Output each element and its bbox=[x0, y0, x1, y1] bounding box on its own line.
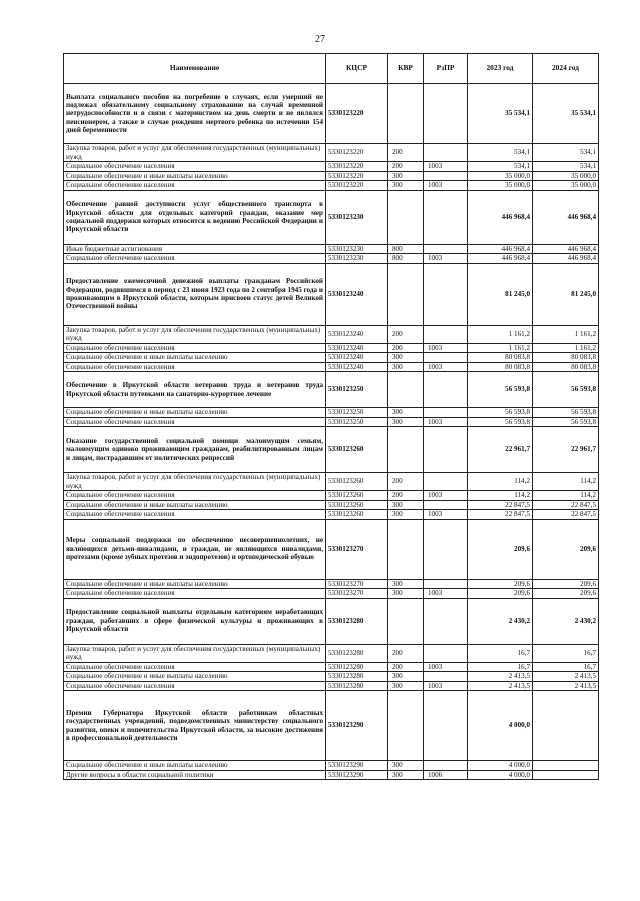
row-rzpr-cell bbox=[424, 473, 468, 491]
row-2023-cell: 4 000,0 bbox=[468, 691, 533, 761]
row-2024-cell bbox=[533, 770, 599, 780]
table-row bbox=[64, 473, 599, 491]
row-2024-cell: 209,6 bbox=[533, 589, 599, 599]
row-name-cell: Социальное обеспечение населения bbox=[64, 510, 326, 520]
row-kcsr-cell: 5330123290 bbox=[326, 761, 388, 771]
column-header-kvr: КВР bbox=[388, 54, 424, 84]
row-kvr-cell bbox=[388, 691, 424, 761]
row-2023-cell: 81 245,0 bbox=[468, 263, 533, 325]
row-rzpr-cell bbox=[424, 519, 468, 579]
row-2023-cell: 446 968,4 bbox=[468, 254, 533, 264]
row-name-cell: Социальное обеспечение населения bbox=[64, 181, 326, 191]
row-kvr-cell: 300 bbox=[388, 353, 424, 363]
row-2023-cell: 1 161,2 bbox=[468, 343, 533, 353]
row-kcsr-cell: 5330123240 bbox=[326, 263, 388, 325]
row-kvr-cell bbox=[388, 598, 424, 644]
column-header-rzpr: РзПР bbox=[424, 54, 468, 84]
table-row bbox=[64, 408, 599, 418]
row-2023-cell: 22 847,5 bbox=[468, 500, 533, 510]
row-rzpr-cell bbox=[424, 190, 468, 244]
row-name-cell: Закупка товаров, работ и услуг для обеспечения государственных (муниципальных) нужд bbox=[64, 144, 326, 162]
page-number: 27 bbox=[315, 34, 325, 45]
row-kvr-cell: 200 bbox=[388, 343, 424, 353]
row-2024-cell: 56 593,8 bbox=[533, 408, 599, 418]
row-kcsr-cell: 5330123230 bbox=[326, 190, 388, 244]
table-row bbox=[64, 417, 599, 427]
row-name-cell: Социальное обеспечение населения bbox=[64, 254, 326, 264]
row-2023-cell: 4 000,0 bbox=[468, 761, 533, 771]
row-2024-cell: 446 968,4 bbox=[533, 244, 599, 254]
row-name-cell: Предоставление социальной выплаты отдельным категориям неработающих граждан, работавших в сфере физической культуры и проживающих в Иркутской области bbox=[64, 598, 326, 644]
row-name-cell: Социальное обеспечение населения bbox=[64, 491, 326, 501]
row-kvr-cell bbox=[388, 84, 424, 144]
row-name-cell: Социальное обеспечение и иные выплаты населению bbox=[64, 500, 326, 510]
row-kcsr-cell: 5330123270 bbox=[326, 579, 388, 589]
row-name-cell: Социальное обеспечение и иные выплаты населению bbox=[64, 579, 326, 589]
row-kvr-cell: 800 bbox=[388, 254, 424, 264]
row-2024-cell: 22 847,5 bbox=[533, 500, 599, 510]
row-kvr-cell bbox=[388, 372, 424, 408]
row-2023-cell: 56 593,8 bbox=[468, 417, 533, 427]
row-kvr-cell bbox=[388, 190, 424, 244]
row-kvr-cell: 200 bbox=[388, 473, 424, 491]
row-kcsr-cell: 5330123280 bbox=[326, 662, 388, 672]
row-kcsr-cell: 5330123260 bbox=[326, 427, 388, 473]
row-kcsr-cell: 5330123290 bbox=[326, 770, 388, 780]
row-2024-cell: 114,2 bbox=[533, 473, 599, 491]
row-rzpr-cell bbox=[424, 244, 468, 254]
row-kvr-cell: 300 bbox=[388, 761, 424, 771]
row-rzpr-cell bbox=[424, 644, 468, 662]
row-rzpr-cell: 1003 bbox=[424, 254, 468, 264]
table-row bbox=[64, 162, 599, 172]
row-2024-cell: 56 593,8 bbox=[533, 372, 599, 408]
row-rzpr-cell: 1003 bbox=[424, 343, 468, 353]
row-2023-cell: 534,1 bbox=[468, 162, 533, 172]
row-kcsr-cell: 5330123230 bbox=[326, 254, 388, 264]
row-kvr-cell: 300 bbox=[388, 579, 424, 589]
row-name-cell: Обеспечение равной доступности услуг общественного транспорта в Иркутской области для отдельных категорий граждан, оказание мер социальной поддержки которых относится к ведению Российской Федерации и Иркутской области bbox=[64, 190, 326, 244]
table-header bbox=[64, 54, 599, 84]
row-kvr-cell: 300 bbox=[388, 362, 424, 372]
table-row bbox=[64, 589, 599, 599]
row-rzpr-cell: 1003 bbox=[424, 162, 468, 172]
row-name-cell: Иные бюджетные ассигнования bbox=[64, 244, 326, 254]
table-row bbox=[64, 353, 599, 363]
row-rzpr-cell bbox=[424, 691, 468, 761]
row-kvr-cell: 200 bbox=[388, 144, 424, 162]
row-2024-cell: 35 000,0 bbox=[533, 181, 599, 191]
row-kcsr-cell: 5330123250 bbox=[326, 408, 388, 418]
row-2024-cell: 35 000,0 bbox=[533, 171, 599, 181]
row-2024-cell bbox=[533, 691, 599, 761]
row-kvr-cell: 300 bbox=[388, 672, 424, 682]
row-kcsr-cell: 5330123230 bbox=[326, 244, 388, 254]
table-row bbox=[64, 579, 599, 589]
row-2023-cell: 114,2 bbox=[468, 491, 533, 501]
row-rzpr-cell bbox=[424, 427, 468, 473]
table-row bbox=[64, 662, 599, 672]
row-name-cell: Социальное обеспечение населения bbox=[64, 343, 326, 353]
row-name-cell: Социальное обеспечение и иные выплаты населению bbox=[64, 672, 326, 682]
row-2024-cell: 2 413,5 bbox=[533, 672, 599, 682]
row-2023-cell: 2 413,5 bbox=[468, 672, 533, 682]
row-kvr-cell: 300 bbox=[388, 408, 424, 418]
row-rzpr-cell: 1003 bbox=[424, 662, 468, 672]
row-2024-cell: 209,6 bbox=[533, 579, 599, 589]
row-kcsr-cell: 5330123280 bbox=[326, 598, 388, 644]
row-name-cell: Социальное обеспечение и иные выплаты населению bbox=[64, 408, 326, 418]
row-2024-cell: 2 430,2 bbox=[533, 598, 599, 644]
row-2023-cell: 35 534,1 bbox=[468, 84, 533, 144]
table-row bbox=[64, 681, 599, 691]
row-kcsr-cell: 5330123240 bbox=[326, 325, 388, 343]
row-2024-cell: 534,1 bbox=[533, 144, 599, 162]
row-name-cell: Выплата социального пособия на погребение в случаях, если умерший не подлежал обязательному социальному страхованию на случай временной нетрудоспособности и в связи с материнством на день смерти и не являлся пенсионером, а также в случае рождения мертвого ребенка по истечении 154 дней беременности bbox=[64, 84, 326, 144]
row-kcsr-cell: 5330123240 bbox=[326, 343, 388, 353]
table-row-program bbox=[64, 519, 599, 579]
column-header-2023: 2023 год bbox=[468, 54, 533, 84]
row-kcsr-cell: 5330123220 bbox=[326, 162, 388, 172]
row-2023-cell: 80 083,8 bbox=[468, 353, 533, 363]
row-name-cell: Другие вопросы в области социальной политики bbox=[64, 770, 326, 780]
row-2024-cell: 446 968,4 bbox=[533, 190, 599, 244]
row-rzpr-cell bbox=[424, 263, 468, 325]
row-name-cell: Меры социальной поддержки по обеспечению несовершеннолетних, не являющихся детьми-инвалидами, и граждан, не являющихся инвалидами, протезами (кроме зубных протезов и эндопротезов) и ортопедической обувью bbox=[64, 519, 326, 579]
row-name-cell: Закупка товаров, работ и услуг для обеспечения государственных (муниципальных) нужд bbox=[64, 325, 326, 343]
row-kvr-cell: 200 bbox=[388, 491, 424, 501]
row-kvr-cell: 300 bbox=[388, 171, 424, 181]
row-2023-cell: 209,6 bbox=[468, 579, 533, 589]
row-2023-cell: 2 413,5 bbox=[468, 681, 533, 691]
row-rzpr-cell bbox=[424, 372, 468, 408]
row-2024-cell bbox=[533, 761, 599, 771]
row-2024-cell: 1 161,2 bbox=[533, 325, 599, 343]
row-kvr-cell: 300 bbox=[388, 510, 424, 520]
row-kvr-cell: 800 bbox=[388, 244, 424, 254]
table-row bbox=[64, 770, 599, 780]
row-kcsr-cell: 5330123220 bbox=[326, 171, 388, 181]
row-2024-cell: 16,7 bbox=[533, 644, 599, 662]
row-2024-cell: 80 083,8 bbox=[533, 353, 599, 363]
row-kcsr-cell: 5330123270 bbox=[326, 589, 388, 599]
table-row bbox=[64, 672, 599, 682]
row-name-cell: Закупка товаров, работ и услуг для обеспечения государственных (муниципальных) нужд bbox=[64, 473, 326, 491]
table-row-program bbox=[64, 263, 599, 325]
table-row bbox=[64, 254, 599, 264]
row-2023-cell: 22 961,7 bbox=[468, 427, 533, 473]
table-row-program bbox=[64, 691, 599, 761]
row-kcsr-cell: 5330123270 bbox=[326, 519, 388, 579]
table-row-program bbox=[64, 190, 599, 244]
row-name-cell: Социальное обеспечение населения bbox=[64, 589, 326, 599]
row-kcsr-cell: 5330123220 bbox=[326, 181, 388, 191]
row-kvr-cell: 300 bbox=[388, 181, 424, 191]
row-2023-cell: 209,6 bbox=[468, 589, 533, 599]
table-row bbox=[64, 510, 599, 520]
row-2024-cell: 56 593,8 bbox=[533, 417, 599, 427]
row-2024-cell: 16,7 bbox=[533, 662, 599, 672]
row-name-cell: Социальное обеспечение населения bbox=[64, 362, 326, 372]
row-rzpr-cell: 1003 bbox=[424, 181, 468, 191]
row-2023-cell: 35 000,0 bbox=[468, 181, 533, 191]
table-row bbox=[64, 362, 599, 372]
table-row bbox=[64, 761, 599, 771]
table-row-program bbox=[64, 372, 599, 408]
row-2023-cell: 56 593,8 bbox=[468, 408, 533, 418]
row-2023-cell: 16,7 bbox=[468, 644, 533, 662]
table-row-program bbox=[64, 598, 599, 644]
column-header-kcsr: КЦСР bbox=[326, 54, 388, 84]
table-row-program bbox=[64, 84, 599, 144]
row-2023-cell: 446 968,4 bbox=[468, 190, 533, 244]
row-kcsr-cell: 5330123260 bbox=[326, 510, 388, 520]
row-kvr-cell bbox=[388, 263, 424, 325]
row-name-cell: Премии Губернатора Иркутской области работникам областных государственных учреждений, подведомственных министерству социального развития, опеки и попечительства Иркутской области, за высокие достижения в профессиональной деятельности bbox=[64, 691, 326, 761]
row-kvr-cell: 300 bbox=[388, 500, 424, 510]
row-2024-cell: 80 083,8 bbox=[533, 362, 599, 372]
row-2024-cell: 446 968,4 bbox=[533, 254, 599, 264]
row-kvr-cell: 200 bbox=[388, 162, 424, 172]
row-name-cell: Обеспечение в Иркутской области ветеранов труда и ветеранов труда Иркутской области путевками на санаторно-курортное лечение bbox=[64, 372, 326, 408]
budget-table bbox=[63, 53, 599, 780]
row-kcsr-cell: 5330123290 bbox=[326, 691, 388, 761]
row-rzpr-cell: 1006 bbox=[424, 770, 468, 780]
row-kvr-cell: 300 bbox=[388, 589, 424, 599]
row-2024-cell: 35 534,1 bbox=[533, 84, 599, 144]
row-rzpr-cell bbox=[424, 84, 468, 144]
row-name-cell: Социальное обеспечение и иные выплаты населению bbox=[64, 353, 326, 363]
row-name-cell: Социальное обеспечение и иные выплаты населению bbox=[64, 761, 326, 771]
row-rzpr-cell: 1003 bbox=[424, 417, 468, 427]
table-body bbox=[64, 84, 599, 780]
row-rzpr-cell bbox=[424, 579, 468, 589]
row-2024-cell: 22 847,5 bbox=[533, 510, 599, 520]
table-row bbox=[64, 343, 599, 353]
row-rzpr-cell bbox=[424, 500, 468, 510]
row-kcsr-cell: 5330123260 bbox=[326, 473, 388, 491]
row-name-cell: Социальное обеспечение населения bbox=[64, 662, 326, 672]
row-rzpr-cell bbox=[424, 325, 468, 343]
row-kcsr-cell: 5330123240 bbox=[326, 362, 388, 372]
row-rzpr-cell bbox=[424, 672, 468, 682]
row-kvr-cell bbox=[388, 519, 424, 579]
row-2024-cell: 1 161,2 bbox=[533, 343, 599, 353]
row-2023-cell: 209,6 bbox=[468, 519, 533, 579]
row-name-cell: Социальное обеспечение населения bbox=[64, 162, 326, 172]
row-name-cell: Социальное обеспечение населения bbox=[64, 681, 326, 691]
row-2023-cell: 22 847,5 bbox=[468, 510, 533, 520]
row-kcsr-cell: 5330123280 bbox=[326, 672, 388, 682]
row-name-cell: Социальное обеспечение населения bbox=[64, 417, 326, 427]
row-2023-cell: 56 593,8 bbox=[468, 372, 533, 408]
row-kvr-cell: 200 bbox=[388, 644, 424, 662]
row-2023-cell: 4 000,0 bbox=[468, 770, 533, 780]
row-2023-cell: 446 968,4 bbox=[468, 244, 533, 254]
row-2024-cell: 114,2 bbox=[533, 491, 599, 501]
row-kvr-cell: 300 bbox=[388, 417, 424, 427]
row-rzpr-cell bbox=[424, 353, 468, 363]
row-kcsr-cell: 5330123280 bbox=[326, 644, 388, 662]
row-name-cell: Предоставление ежемесячной денежной выплаты гражданам Российской Федерации, родившимся в период с 23 июня 1923 года по 2 сентября 1945 года и проживающим в Иркутской области, которым присвоен статус детей Великой Отечественной войны bbox=[64, 263, 326, 325]
row-2024-cell: 81 245,0 bbox=[533, 263, 599, 325]
row-2024-cell: 2 413,5 bbox=[533, 681, 599, 691]
table-row-program bbox=[64, 427, 599, 473]
row-kcsr-cell: 5330123280 bbox=[326, 681, 388, 691]
row-2023-cell: 16,7 bbox=[468, 662, 533, 672]
row-rzpr-cell bbox=[424, 144, 468, 162]
row-2023-cell: 2 430,2 bbox=[468, 598, 533, 644]
table-row bbox=[64, 500, 599, 510]
table-row bbox=[64, 644, 599, 662]
column-header-2024: 2024 год bbox=[533, 54, 599, 84]
row-rzpr-cell: 1003 bbox=[424, 491, 468, 501]
row-name-cell: Закупка товаров, работ и услуг для обеспечения государственных (муниципальных) нужд bbox=[64, 644, 326, 662]
row-rzpr-cell: 1003 bbox=[424, 362, 468, 372]
row-2023-cell: 534,1 bbox=[468, 144, 533, 162]
table-row bbox=[64, 144, 599, 162]
table-row bbox=[64, 491, 599, 501]
column-header-name: Наименование bbox=[64, 54, 326, 84]
row-2024-cell: 209,6 bbox=[533, 519, 599, 579]
table-row bbox=[64, 171, 599, 181]
row-kcsr-cell: 5330123260 bbox=[326, 500, 388, 510]
row-rzpr-cell bbox=[424, 171, 468, 181]
table-row bbox=[64, 244, 599, 254]
row-name-cell: Оказание государственной социальной помощи малоимущим семьям, малоимущим одиноко проживающим гражданам, реабилитированным лицам и лицам, пострадавшим от политических репрессий bbox=[64, 427, 326, 473]
row-2024-cell: 22 961,7 bbox=[533, 427, 599, 473]
row-kcsr-cell: 5330123240 bbox=[326, 353, 388, 363]
row-kcsr-cell: 5330123250 bbox=[326, 372, 388, 408]
table-row bbox=[64, 181, 599, 191]
row-kvr-cell: 300 bbox=[388, 681, 424, 691]
table-row bbox=[64, 325, 599, 343]
row-name-cell: Социальное обеспечение и иные выплаты населению bbox=[64, 171, 326, 181]
row-kcsr-cell: 5330123260 bbox=[326, 491, 388, 501]
row-kvr-cell: 200 bbox=[388, 325, 424, 343]
row-rzpr-cell: 1003 bbox=[424, 681, 468, 691]
row-kcsr-cell: 5330123220 bbox=[326, 84, 388, 144]
row-2024-cell: 534,1 bbox=[533, 162, 599, 172]
row-rzpr-cell bbox=[424, 598, 468, 644]
row-kvr-cell: 300 bbox=[388, 770, 424, 780]
row-kcsr-cell: 5330123220 bbox=[326, 144, 388, 162]
row-rzpr-cell bbox=[424, 761, 468, 771]
row-kvr-cell bbox=[388, 427, 424, 473]
row-kcsr-cell: 5330123250 bbox=[326, 417, 388, 427]
row-2023-cell: 114,2 bbox=[468, 473, 533, 491]
row-rzpr-cell bbox=[424, 408, 468, 418]
row-rzpr-cell: 1003 bbox=[424, 589, 468, 599]
row-2023-cell: 1 161,2 bbox=[468, 325, 533, 343]
row-2023-cell: 80 083,8 bbox=[468, 362, 533, 372]
row-2023-cell: 35 000,0 bbox=[468, 171, 533, 181]
row-kvr-cell: 200 bbox=[388, 662, 424, 672]
row-rzpr-cell: 1003 bbox=[424, 510, 468, 520]
